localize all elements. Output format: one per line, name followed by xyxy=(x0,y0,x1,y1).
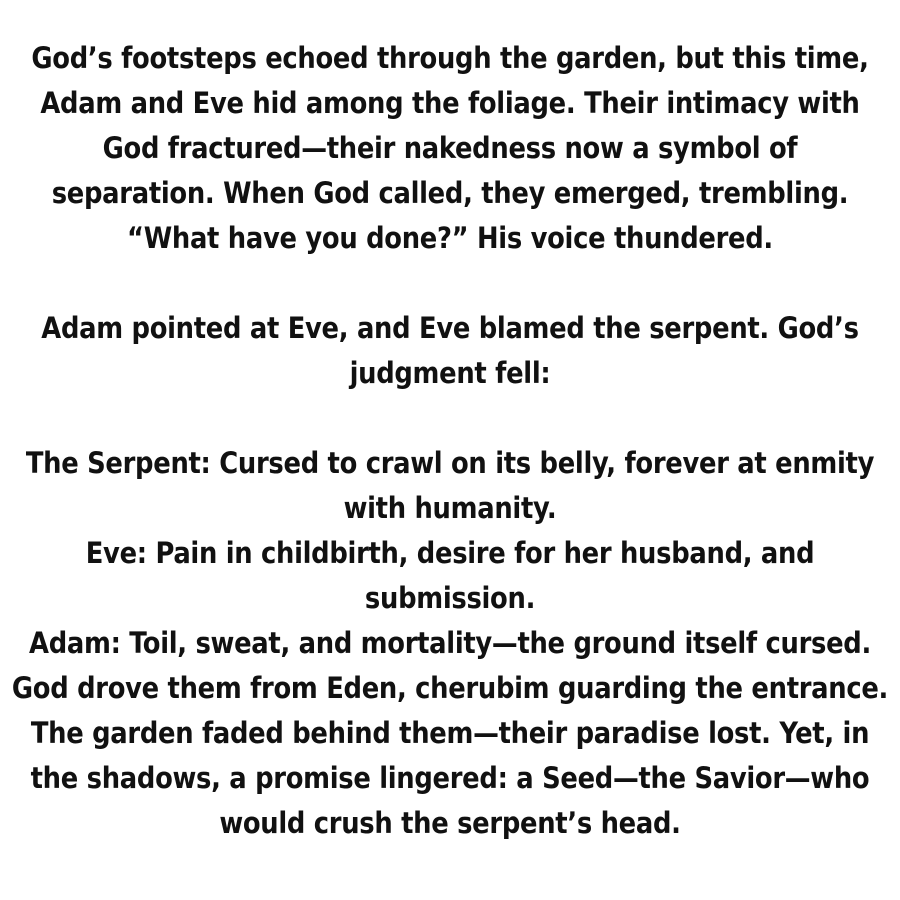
paragraph-garden-hiding xyxy=(0,36,900,261)
text-line: separation. When God called, they emerged, trembling. xyxy=(51,176,849,210)
paragraph-spacer xyxy=(0,261,900,306)
text-line: Eve: Pain in childbirth, desire for her husband, and xyxy=(85,536,815,570)
text-line: “What have you done?” His voice thundered. xyxy=(127,221,773,255)
paragraph-blame xyxy=(0,306,900,396)
text-line: judgment fell: xyxy=(349,356,551,390)
text-line: with humanity. xyxy=(343,491,557,525)
paragraph-judgment xyxy=(0,441,900,846)
text-line: would crush the serpent’s head. xyxy=(219,806,681,840)
text-line: God fractured—their nakedness now a symbol of xyxy=(102,131,798,165)
text-line: Adam and Eve hid among the foliage. Their intimacy with xyxy=(40,86,860,120)
text-line: God drove them from Eden, cherubim guarding the entrance. xyxy=(11,671,889,705)
document-body xyxy=(0,36,900,846)
text-line: Adam: Toil, sweat, and mortality—the ground itself cursed. xyxy=(29,626,871,660)
text-line: The Serpent: Cursed to crawl on its belly, forever at enmity xyxy=(25,446,875,480)
text-line: Adam pointed at Eve, and Eve blamed the serpent. God’s xyxy=(41,311,859,345)
text-line: The garden faded behind them—their paradise lost. Yet, in xyxy=(30,716,870,750)
text-line: God’s footsteps echoed through the garden, but this time, xyxy=(31,41,869,75)
paragraph-spacer xyxy=(0,396,900,441)
text-line: the shadows, a promise lingered: a Seed—the Savior—who xyxy=(30,761,870,795)
text-line: submission. xyxy=(364,581,536,615)
